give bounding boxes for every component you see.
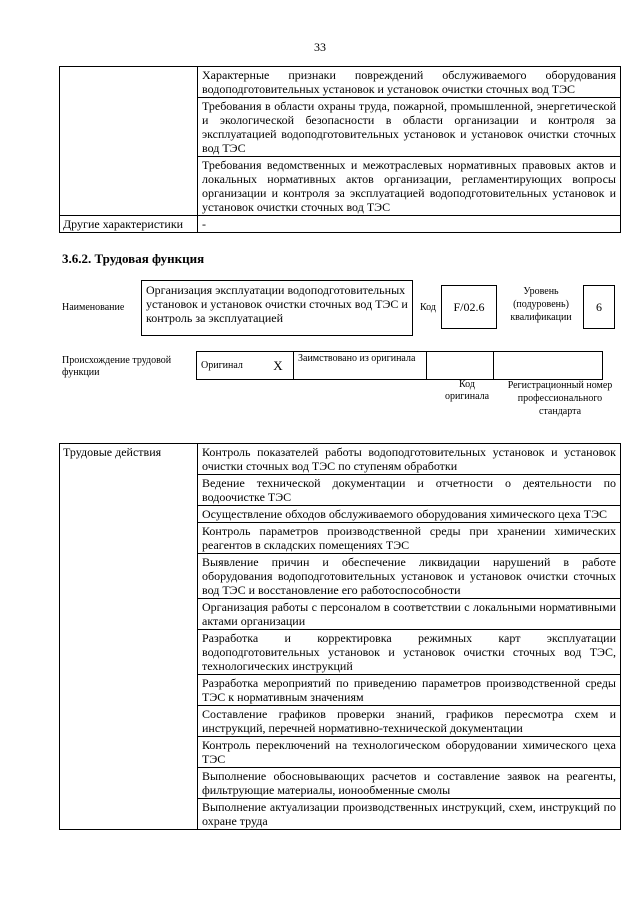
table-row [197, 352, 603, 380]
page-number: 33 [314, 40, 326, 54]
function-name-box: Организация эксплуатации водоподготовительных установок и установок очистки сточных вод ТЭС и контроль за эксплуатацией [141, 280, 413, 336]
other-characteristics-label: Другие характеристики [60, 216, 198, 233]
action-item: Разработка и корректировка режимных карт эксплуатации водоподготовительных установок и установок очистки сточных вод ТЭС, технологических инструкций [198, 630, 621, 675]
action-item: Контроль переключений на технологическом оборудовании химического цеха ТЭС [198, 737, 621, 768]
borrowed-label: Заимствовано из оригинала [294, 352, 427, 380]
table-row [60, 216, 621, 233]
actions-table [59, 443, 621, 830]
level-box: 6 [583, 285, 615, 329]
action-item: Составление графиков проверки знаний, графиков пересмотра схем и инструкций, перечней нормативно-технической документации [198, 706, 621, 737]
action-item: Контроль показателей работы водоподготовительных установок и установок очистки сточных вод ТЭС по ступеням обработки [198, 444, 621, 475]
table-row [60, 67, 621, 98]
reg-number-cell [494, 352, 603, 380]
name-label: Наименование [62, 302, 125, 313]
action-item: Выявление причин и обеспечение ликвидации нарушений в работе оборудования водоподготовительных установок и установок очистки сточных вод ТЭС и восстановление его работоспособности [198, 554, 621, 599]
reg-number-label: Регистрационный номер профессионального стандарта [507, 380, 613, 417]
knowledge-table [59, 66, 621, 233]
action-item: Выполнение обосновывающих расчетов и составление заявок на реагенты, фильтрующие материалы, ионообменные смолы [198, 768, 621, 799]
origin-label: Происхождение трудовой функции [62, 355, 172, 378]
level-label: Уровень (подуровень) квалификации [510, 286, 572, 323]
action-item: Выполнение актуализации производственных инструкций, схем, инструкций по охране труда [198, 799, 621, 830]
action-item: Ведение технической документации и отчетности о деятельности по водоочистке ТЭС [198, 475, 621, 506]
table-cell: Требования ведомственных и межотраслевых нормативных правовых актов и локальных нормативных актов организации, регламентирующих вопросы организации и контроля за эксплуатацией водоподготовительных установок и установок очистки сточных вод ТЭС [198, 157, 621, 216]
action-item: Разработка мероприятий по приведению параметров производственной среды ТЭС к нормативным значениям [198, 675, 621, 706]
code-original-label: Код оригинала [444, 379, 490, 402]
table-cell: Требования в области охраны труда, пожарной, промышленной, энергетической и экологической безопасности в области организации и контроля за эксплуатацией водоподготовительных установок и установок очистки сточных вод ТЭС [198, 98, 621, 157]
origin-table [196, 351, 603, 380]
table-cell: Характерные признаки повреждений обслуживаемого оборудования водоподготовительных установок и установок очистки сточных вод ТЭС [198, 67, 621, 98]
code-label: Код [420, 302, 436, 313]
action-item: Организация работы с персоналом в соответствии с локальными нормативными актами организации [198, 599, 621, 630]
other-characteristics-value: - [198, 216, 621, 233]
action-item: Осуществление обходов обслуживаемого оборудования химического цеха ТЭС [198, 506, 621, 523]
original-mark: X [263, 352, 294, 380]
original-label: Оригинал [197, 352, 264, 380]
actions-label: Трудовые действия [60, 444, 198, 830]
section-title: 3.6.2. Трудовая функция [62, 251, 205, 266]
action-item: Контроль параметров производственной среды при хранении химических реагентов в складских помещениях ТЭС [198, 523, 621, 554]
code-original-cell [427, 352, 494, 380]
table-cell-left [60, 67, 198, 216]
function-code-box: F/02.6 [441, 285, 497, 329]
table-row [60, 444, 621, 475]
